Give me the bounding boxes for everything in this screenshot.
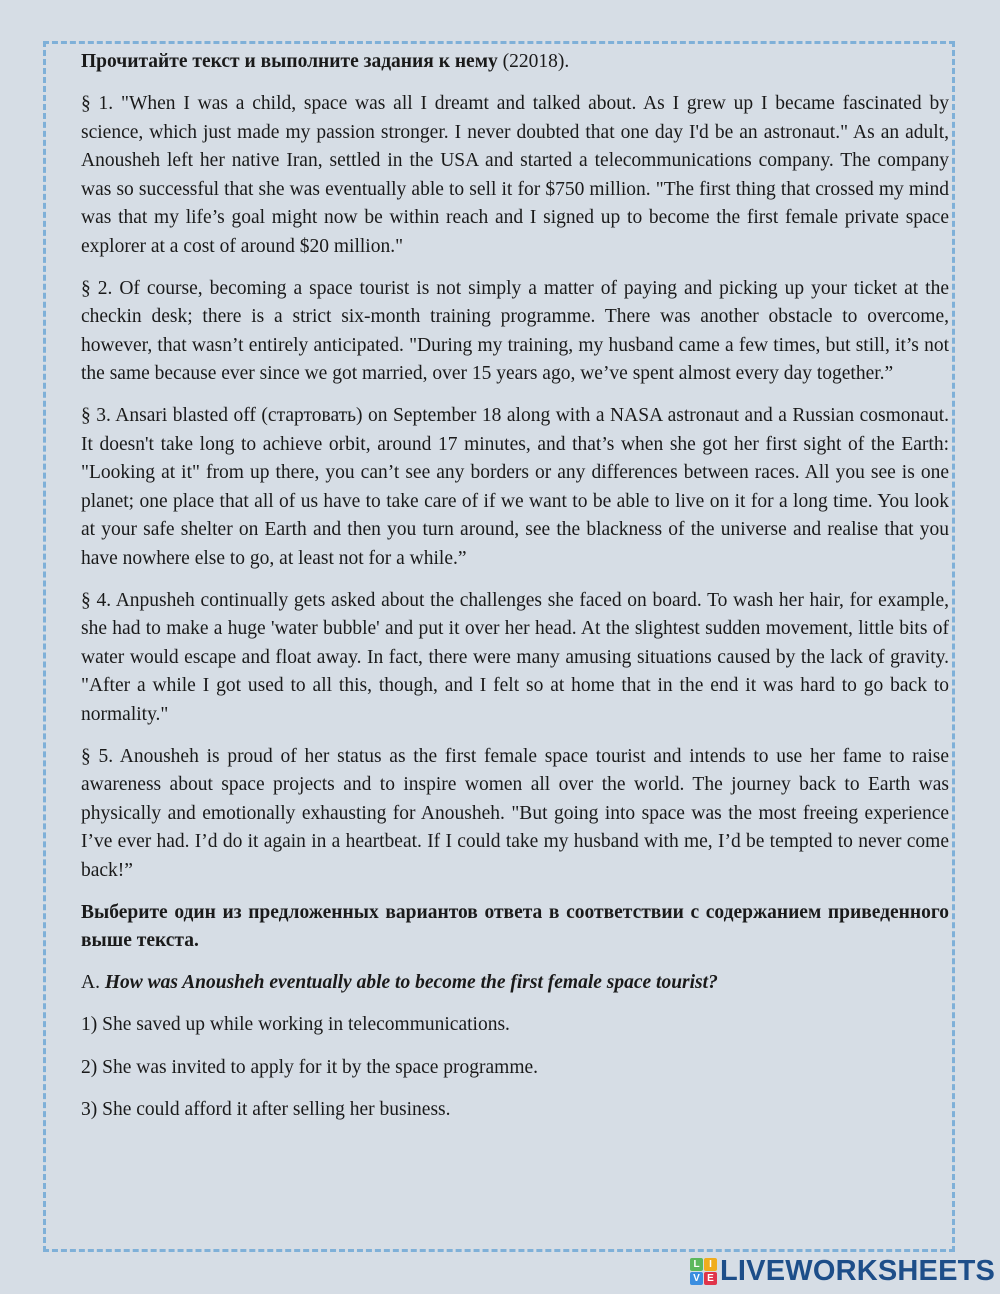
paragraph-2: § 2. Of course, becoming a space tourist is not simply a matter of paying and picking up your ticket at the checkin desk; there is a strict six-month training programme. There was another obstacle to overcome, however, that wasn’t entirely anticipated. "During my training, my husband came a few times, but still, it’s not the same because ever since we got married, over 15 years ago, we’ve spent almost every day together.” [81,277,949,384]
task-heading-bold: Прочитайте текст и выполните задания к нему [81,51,498,72]
liveworksheets-logo [690,1255,995,1287]
answer-option-1[interactable]: 1) She saved up while working in telecommunications. [81,1014,510,1035]
logo-tile-l: L [690,1258,703,1271]
logo-tile-v: V [690,1272,703,1285]
answer-option-3[interactable]: 3) She could afford it after selling her business. [81,1099,451,1120]
question-text: How was Anousheh eventually able to become the first female space tourist? [104,972,718,993]
answer-option-2[interactable]: 2) She was invited to apply for it by the space programme. [81,1056,539,1078]
logo-text: LIVEWORKSHEETS [720,1254,996,1287]
logo-tile-e: E [704,1272,717,1285]
question-label: A. [81,972,105,993]
logo-tile-i: I [704,1258,717,1271]
paragraph-5: § 5. Anousheh is proud of her status as the first female space tourist and intends to use her fame to raise awareness about space projects and to inspire women all over the world. The journey back to Earth was physically and emotionally exhausting for Anousheh. "But going into space was the most freeing experience I’ve ever had. I’d do it again in a heartbeat. If I could take my husband with me, I’d be tempted to never come back!” [81,745,949,881]
question-a [81,969,949,998]
task-heading [81,48,949,77]
paragraph-4: § 4. Anpusheh continually gets asked about the challenges she faced on board. To wash her hair, for example, she had to make a huge 'water bubble' and put it over her head. At the slightest sudden movement, little bits of water would escape and float away. In fact, there were many amusing situations caused by the lack of gravity. "After a while I got used to all this, though, and I felt so at home that in the end it was hard to go back to normality." [81,589,949,725]
paragraph-1: § 1. "When I was a child, space was all I dreamt and talked about. As I grew up I became fascinated by science, which just made my passion stronger. I never doubted that one day I'd be an astronaut." As an adult, Anousheh left her native Iran, settled in the USA and started a telecommunications company. The company was so successful that she was eventually able to sell it for $750 million. "The first thing that crossed my mind was that my life’s goal might now be within reach and I signed up to become the first female private space explorer at a cost of around $20 million." [81,93,949,257]
paragraph-3: § 3. Ansari blasted off (стартовать) on September 18 along with a NASA astronaut and a Russian cosmonaut. It doesn't take long to achieve orbit, around 17 minutes, and that’s when she got her first sight of the Earth: "Looking at it" from up there, you can’t see any borders or any differences between races. All you see is one planet; one place that all of us have to take care of if we want to be able to live on it for a long time. You look at your safe shelter on Earth and then you turn around, see the blackness of the universe and realise that you have nowhere else to go, at least not for a while.” [81,405,949,569]
logo-tiles-icon [690,1258,717,1285]
task-code: (22018). [497,51,570,72]
instruction: Выберите один из предложенных вариантов ответа в соответствии с содержанием приведенного выше текста. [81,901,949,951]
worksheet-content [81,48,949,1139]
